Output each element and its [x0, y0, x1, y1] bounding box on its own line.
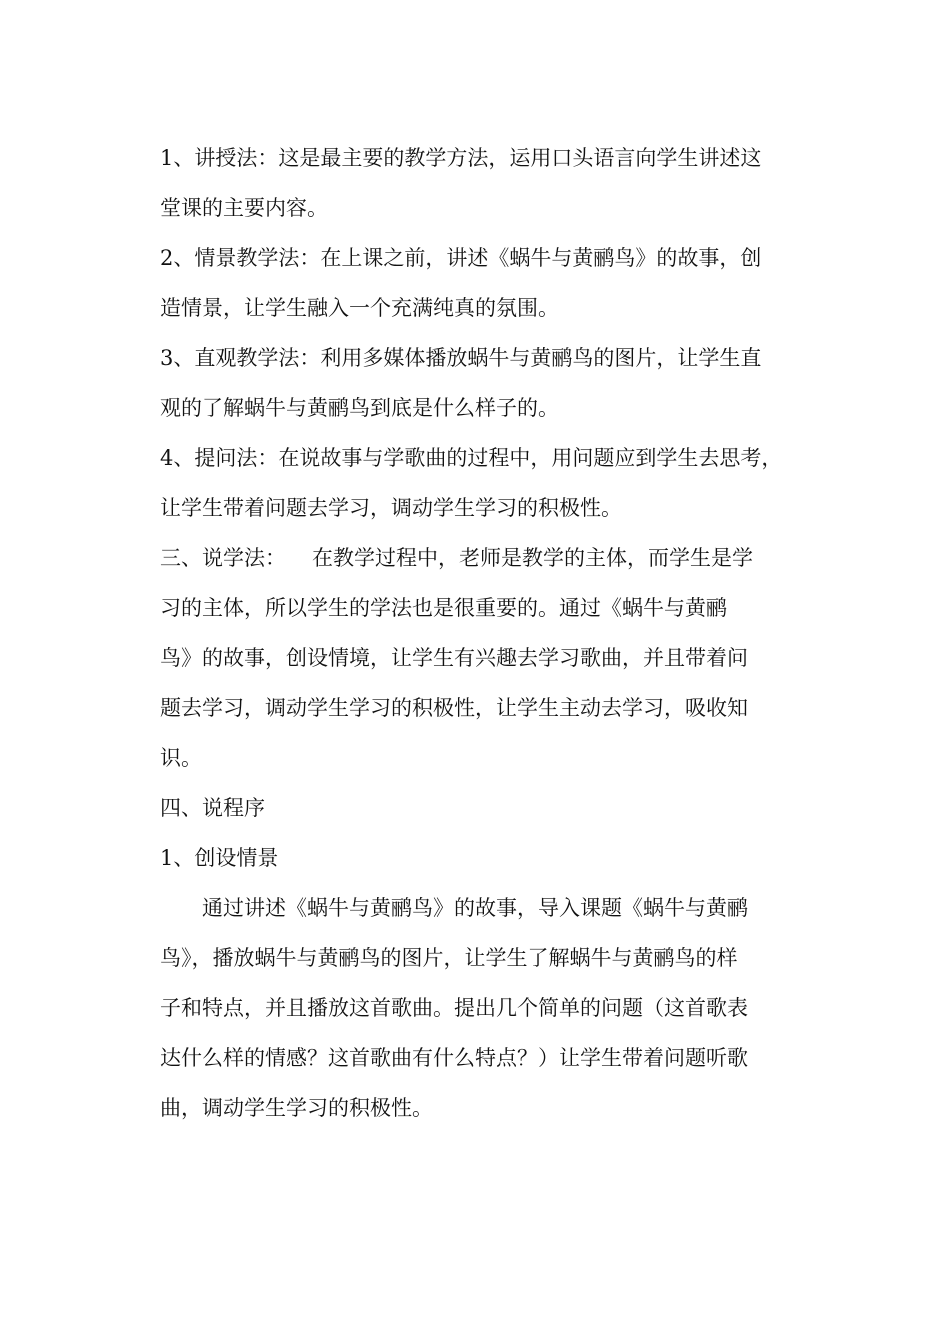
- text-line: 让学生带着问题去学习，调动学生学习的积极性。: [160, 496, 622, 520]
- text-line: 习的主体，所以学生的学法也是很重要的。通过《蜗牛与黄鹂: [160, 596, 727, 620]
- text-line: 3、直观教学法：利用多媒体播放蜗牛与黄鹂鸟的图片，让学生直: [160, 346, 762, 370]
- text-line: 鸟》的故事，创设情境，让学生有兴趣去学习歌曲，并且带着问: [160, 646, 748, 670]
- text-line: 2、情景教学法：在上课之前，讲述《蜗牛与黄鹂鸟》的故事，创: [160, 246, 762, 270]
- document-body: [160, 133, 820, 1133]
- text-line: 通过讲述《蜗牛与黄鹂鸟》的故事，导入课题《蜗牛与黄鹂: [202, 896, 748, 920]
- text-line: 达什么样的情感？这首歌曲有什么特点？）让学生带着问题听歌: [160, 1046, 748, 1070]
- text-line: 1、讲授法：这是最主要的教学方法，运用口头语言向学生讲述这: [160, 146, 762, 170]
- text-line: 鸟》，播放蜗牛与黄鹂鸟的图片，让学生了解蜗牛与黄鹂鸟的样: [160, 946, 738, 970]
- section-text: 在教学过程中，老师是教学的主体，而学生是学: [312, 546, 753, 570]
- section-heading-line: [160, 533, 820, 583]
- text-line: 子和特点，并且播放这首歌曲。提出几个简单的问题（这首歌表: [160, 996, 748, 1020]
- text-line: 曲，调动学生学习的积极性。: [160, 1096, 433, 1120]
- section-heading: 四、说程序: [160, 796, 265, 820]
- text-line: 识。: [160, 746, 202, 770]
- text-line: 4、提问法：在说故事与学歌曲的过程中，用问题应到学生去思考，: [160, 446, 783, 470]
- text-line: 造情景，让学生融入一个充满纯真的氛围。: [160, 296, 559, 320]
- text-line: 观的了解蜗牛与黄鹂鸟到底是什么样子的。: [160, 396, 559, 420]
- text-line: 题去学习，调动学生学习的积极性，让学生主动去学习，吸收知: [160, 696, 748, 720]
- text-line: 堂课的主要内容。: [160, 196, 328, 220]
- section-heading: 三、说学法：: [160, 546, 286, 570]
- subsection-heading: 1、创设情景: [160, 846, 279, 870]
